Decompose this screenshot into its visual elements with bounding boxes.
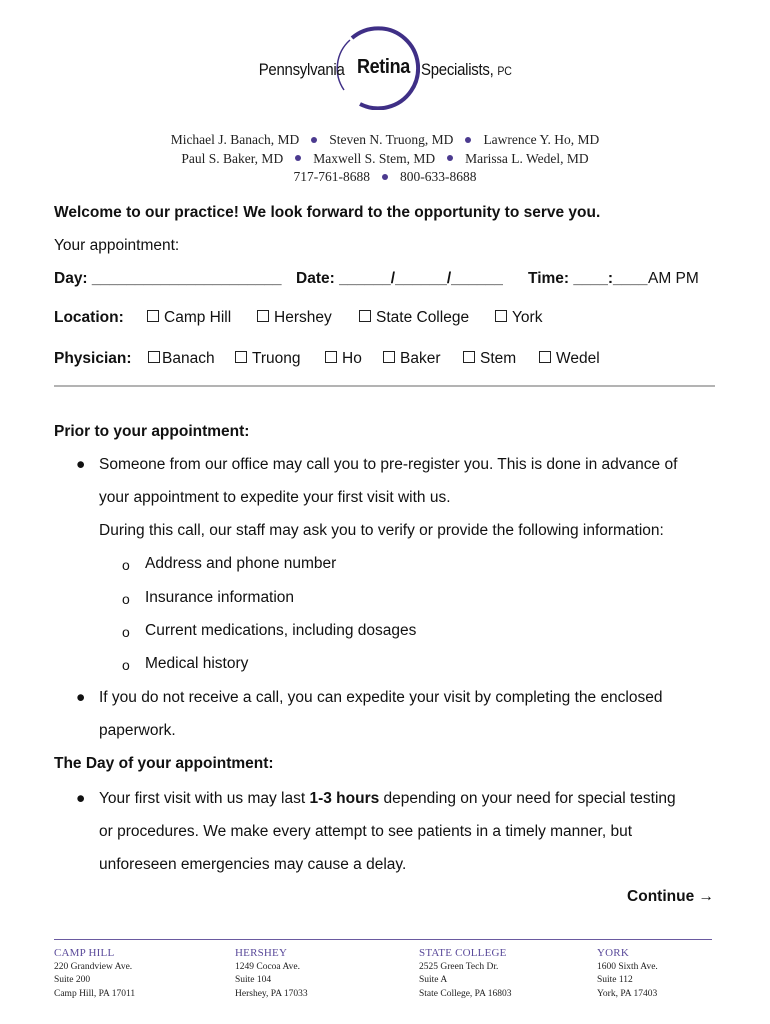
doctor-name: Michael J. Banach, MD (170, 132, 300, 147)
office-address-line: Suite 112 (597, 975, 633, 985)
office-name: YORK (597, 947, 629, 959)
time-field[interactable]: Time: ____:____ (528, 270, 648, 287)
location-row (54, 309, 715, 329)
checkbox-icon[interactable] (235, 351, 247, 363)
roster-row (0, 131, 770, 150)
location-option-york[interactable]: York (495, 309, 542, 327)
info-item: Insurance information (145, 589, 295, 606)
logo-text-retina: Retina (357, 56, 410, 78)
doctor-name: Paul S. Baker, MD (181, 150, 284, 166)
doctor-name: Marissa L. Wedel, MD (465, 150, 589, 166)
welcome-heading: Welcome to our practice! We look forward to the opportunity to serve you. (54, 204, 601, 221)
doctor-name: Maxwell S. Stem, MD (313, 150, 436, 166)
prior-bullet-2-line-1: If you do not receive a call, you can expedite your visit by completing the enclosed (99, 689, 663, 706)
bullet-icon: ● (76, 790, 86, 807)
date-field[interactable]: Date: ______/______/______ (296, 270, 503, 287)
office-address-line: 220 Grandview Ave. (54, 961, 133, 972)
dayof-line-3: unforeseen emergencies may cause a delay. (99, 856, 407, 873)
office-name: CAMP HILL (54, 947, 115, 959)
circle-bullet-icon: o (122, 624, 130, 640)
office-address-line: Suite A (419, 975, 448, 985)
office-camp-hill (54, 947, 135, 1001)
office-address-line: 2525 Green Tech Dr. (419, 961, 499, 972)
checkbox-icon[interactable] (463, 351, 475, 363)
checkbox-icon[interactable] (148, 351, 160, 363)
logo-text-left: Pennsylvania (259, 60, 345, 79)
prior-bullet-1-line-2: your appointment to expedite your first visit with us. (99, 489, 451, 506)
circle-bullet-icon: o (122, 591, 130, 607)
checkbox-icon[interactable] (539, 351, 551, 363)
location-option-state-college[interactable]: State College (359, 309, 469, 327)
checkbox-icon[interactable] (495, 310, 507, 322)
am-pm-choice[interactable]: AM PM (648, 270, 699, 287)
dayof-heading: The Day of your appointment: (54, 755, 274, 772)
bullet-dot-icon (295, 155, 301, 161)
location-label: Location: (54, 309, 124, 326)
office-york (597, 947, 658, 1001)
office-address-line: York, PA 17403 (597, 988, 658, 999)
checkbox-icon[interactable] (359, 310, 371, 322)
bullet-dot-icon (311, 137, 317, 143)
office-state-college (419, 947, 512, 1001)
circle-bullet-icon: o (122, 557, 130, 573)
phone-number: 800-633-8688 (400, 169, 477, 184)
physician-option-ho[interactable]: Ho (325, 350, 362, 368)
bullet-dot-icon (465, 137, 471, 143)
physician-roster (0, 131, 770, 187)
bullet-icon: ● (76, 456, 86, 473)
physician-row (54, 350, 715, 370)
office-address-line: Camp Hill, PA 17011 (54, 988, 136, 999)
bullet-dot-icon (382, 174, 388, 180)
checkbox-icon[interactable] (325, 351, 337, 363)
office-address-line: Hershey, PA 17033 (235, 988, 308, 999)
office-address-line: 1249 Cocoa Ave. (235, 961, 300, 972)
appointment-datetime-row (54, 270, 715, 290)
logo-text-right: Specialists, PC (421, 60, 512, 79)
prior-bullet-1-line-3: During this call, our staff may ask you to verify or provide the following information: (99, 522, 664, 539)
duration-emphasis: 1-3 hours (309, 790, 380, 807)
section-divider (54, 385, 715, 387)
prior-bullet-1-line-1: Someone from our office may call you to pre-register you. This is done in advance of (99, 456, 678, 473)
bullet-icon: ● (76, 689, 86, 706)
physician-option-banach[interactable]: Banach (148, 350, 215, 368)
checkbox-icon[interactable] (383, 351, 395, 363)
info-item: Address and phone number (145, 555, 337, 572)
bullet-dot-icon (447, 155, 453, 161)
location-option-hershey[interactable]: Hershey (257, 309, 332, 327)
info-item: Medical history (145, 655, 249, 672)
prior-heading: Prior to your appointment: (54, 423, 250, 440)
office-address-line: 1600 Sixth Ave. (597, 961, 658, 972)
physician-option-stem[interactable]: Stem (463, 350, 516, 368)
office-name: HERSHEY (235, 947, 288, 959)
office-hershey (235, 947, 308, 1001)
roster-row (0, 168, 770, 187)
doctor-name: Lawrence Y. Ho, MD (483, 132, 600, 147)
prior-bullet-2-line-2: paperwork. (99, 722, 176, 739)
dayof-line-2: or procedures. We make every attempt to see patients in a timely manner, but (99, 823, 633, 840)
checkbox-icon[interactable] (147, 310, 159, 322)
office-address-line: Suite 200 (54, 975, 91, 985)
dayof-line-1: Your first visit with us may last 1-3 hours depending on your need for special testing (99, 790, 676, 807)
your-appointment-label: Your appointment: (54, 237, 180, 254)
day-field[interactable]: Day: ______________________ (54, 270, 282, 287)
office-address-line: Suite 104 (235, 975, 272, 985)
continue-link[interactable]: Continue → (627, 888, 714, 905)
physician-option-truong[interactable]: Truong (235, 350, 301, 368)
checkbox-icon[interactable] (257, 310, 269, 322)
practice-logo (0, 26, 770, 110)
location-option-camp-hill[interactable]: Camp Hill (147, 309, 231, 327)
circle-bullet-icon: o (122, 657, 130, 673)
phone-number: 717-761-8688 (293, 169, 370, 184)
office-address-line: State College, PA 16803 (419, 988, 512, 999)
doctor-name: Steven N. Truong, MD (329, 132, 454, 147)
office-name: STATE COLLEGE (419, 947, 507, 959)
roster-row (0, 150, 770, 169)
physician-label: Physician: (54, 350, 132, 367)
physician-option-wedel[interactable]: Wedel (539, 350, 600, 368)
footer-divider (54, 939, 712, 940)
info-item: Current medications, including dosages (145, 622, 417, 639)
physician-option-baker[interactable]: Baker (383, 350, 441, 368)
